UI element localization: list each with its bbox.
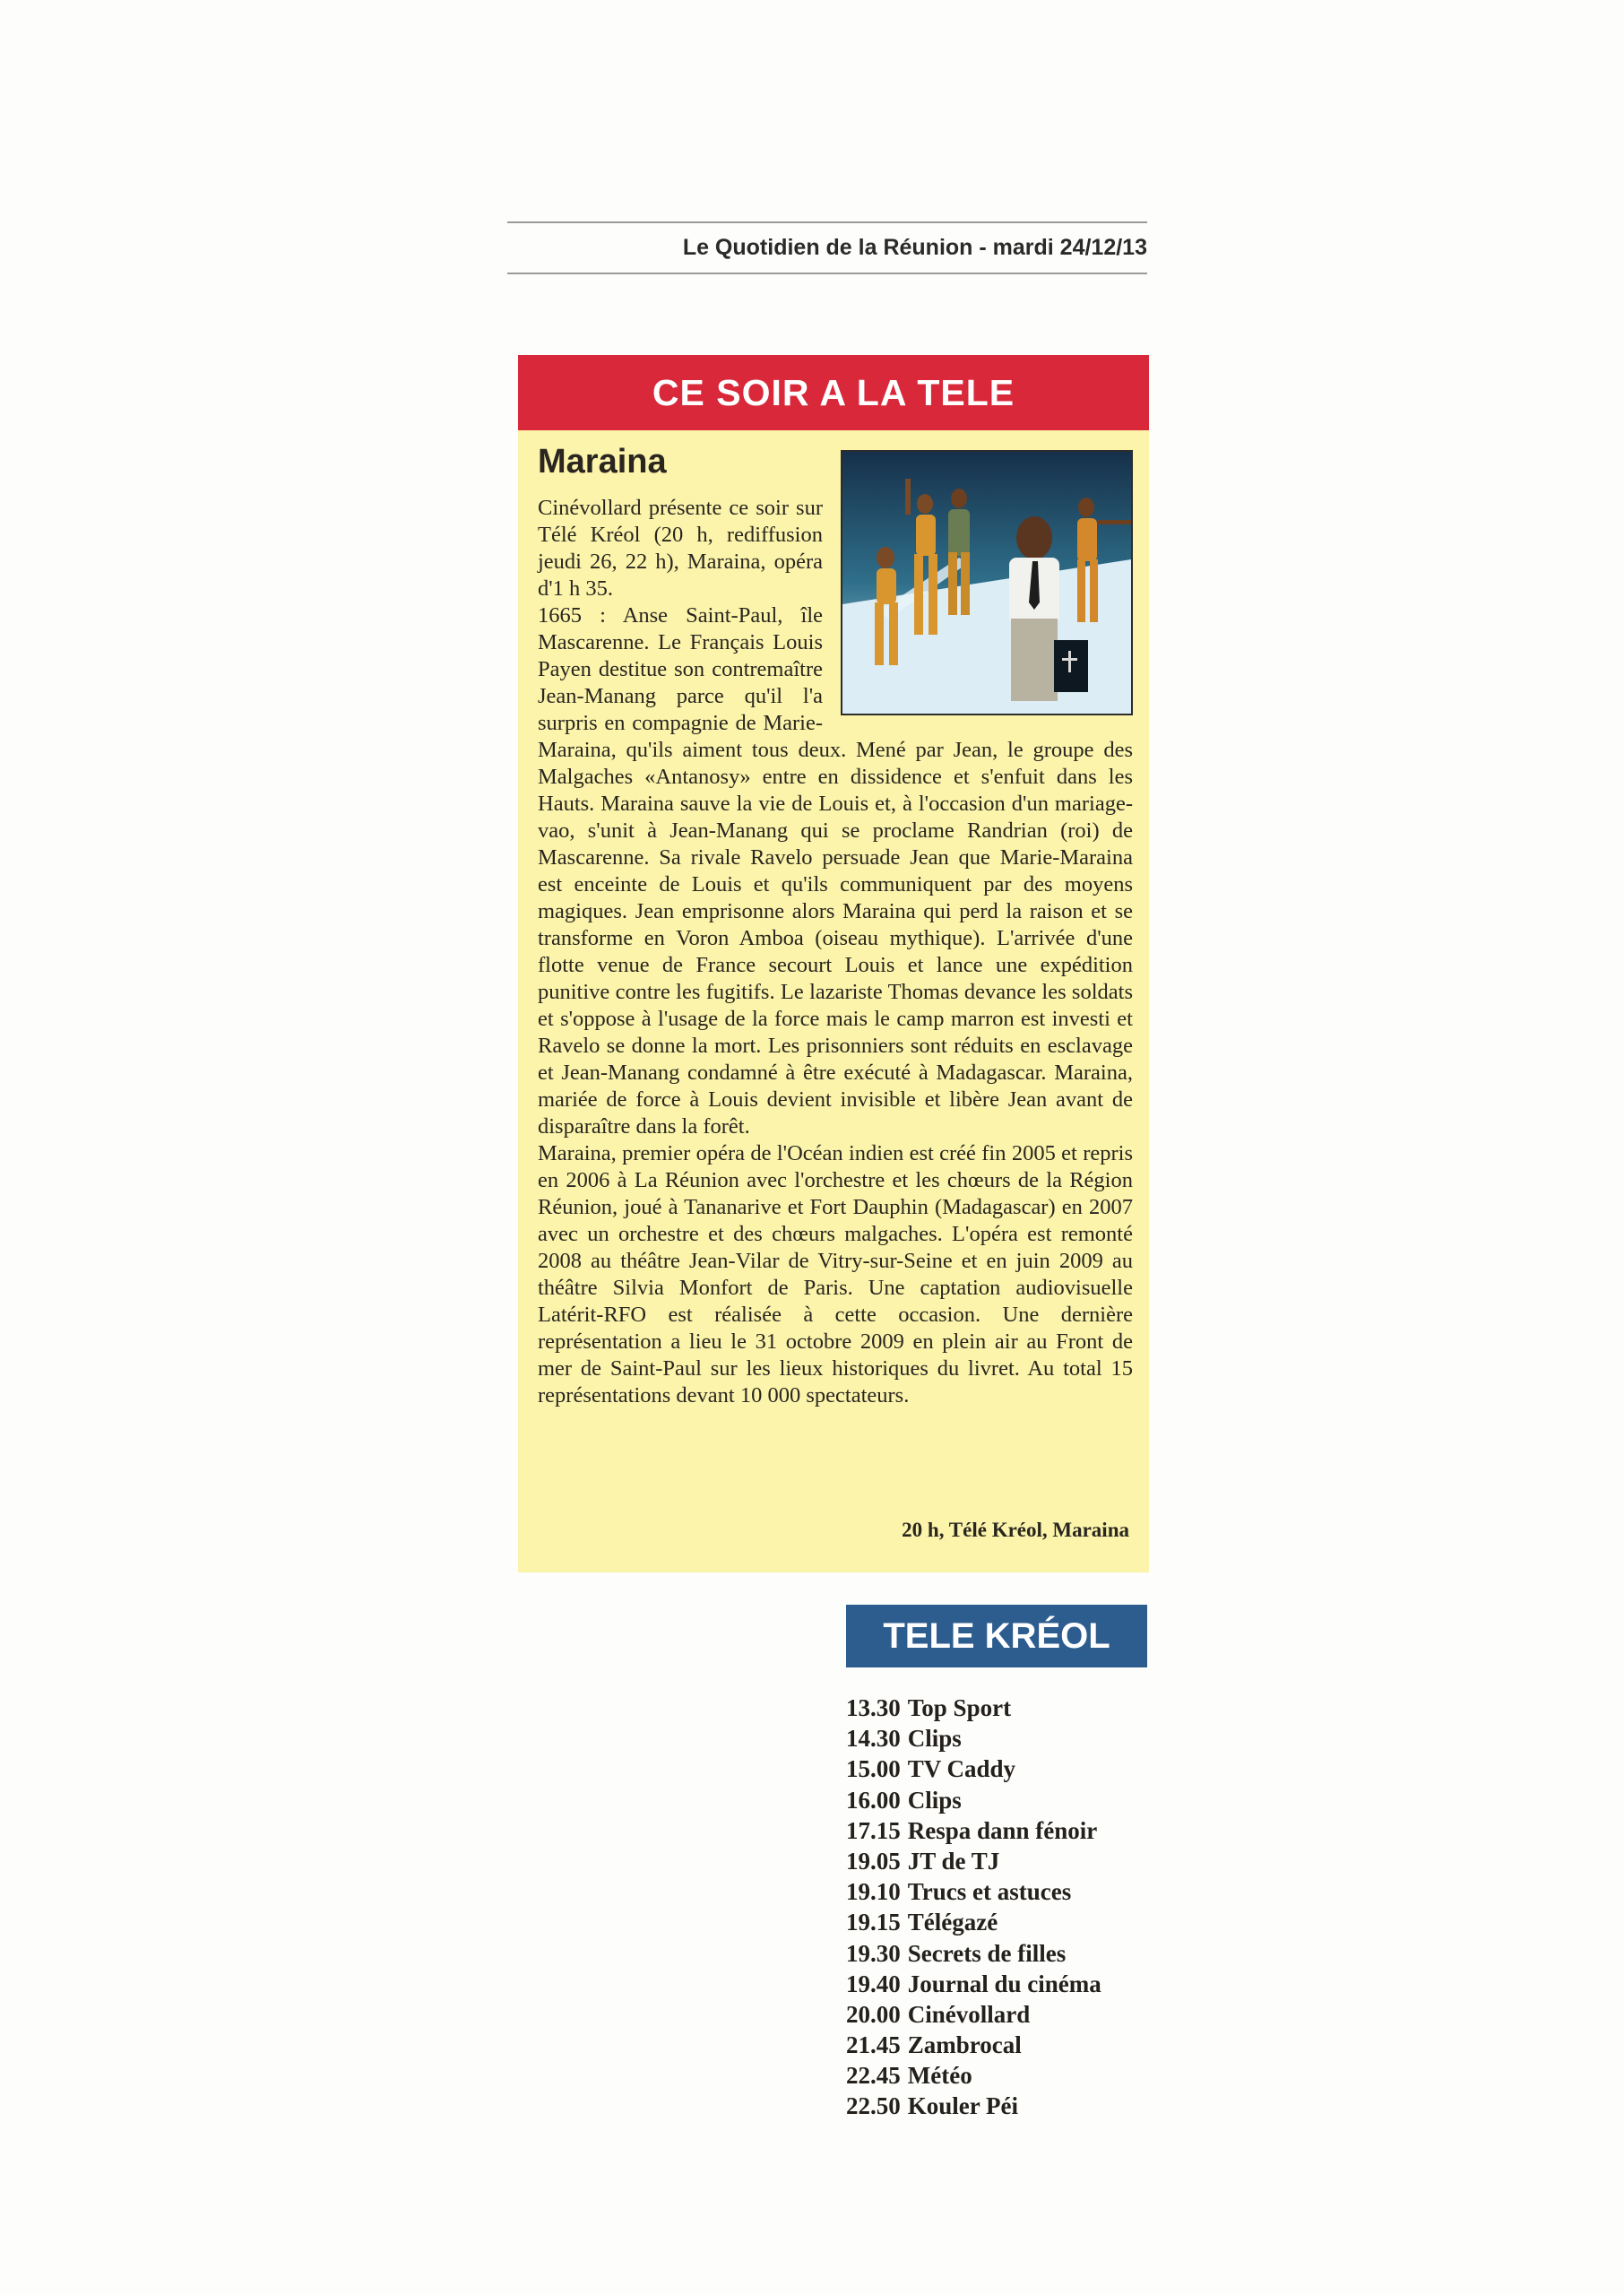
schedule-item xyxy=(846,1815,1101,1846)
channel-banner: TELE KRÉOL xyxy=(846,1605,1147,1667)
schedule-time: 22.50 xyxy=(846,2092,901,2120)
schedule-item xyxy=(846,2060,1101,2091)
article-paragraph: 1665 : Anse Saint-Paul, île Mascarenne. Le Français Louis Payen destitue son contremaître Jean-Manang parce qu'il l'a surpris en compagnie de Marie-Maraina, qu'ils aiment tous deux. Mené par Jean, le groupe des Malgaches «Antanosy» entre en dissidence et s'enfuit dans les Hauts. Maraina sauve la vie de Louis et, à l'occasion d'un mariage-vao, s'unit à Jean-Manang qui se proclame Randrian (roi) de Mascarenne. Sa rivale Ravelo persuade Jean que Marie-Maraina est enceinte de Louis et qu'ils communiquent par des moyens magiques. Jean emprisonne alors Maraina qui perd la raison et se transforme en Voron Amboa (oiseau mythique). L'arrivée d'une flotte venue de France secourt Louis et lance une expédition punitive contre les fugitifs. Le lazariste Thomas devance les soldats et s'oppose à l'usage de la force mais le camp marron est investi et Ravelo se donne la mort. Les prisonniers sont réduits en esclavage et Jean-Manang condamné à être exécuté à Madagascar. Maraina, mariée de force à Louis devient invisible et libère Jean avant de disparaître dans la forêt. xyxy=(538,603,1133,1139)
schedule-title: Top Sport xyxy=(907,1694,1012,1721)
schedule-time: 14.30 xyxy=(846,1725,901,1753)
schedule-time: 21.45 xyxy=(846,2031,901,2059)
schedule-title: Clips xyxy=(907,1786,962,1814)
schedule-title: Cinévollard xyxy=(907,2000,1031,2028)
schedule-item xyxy=(846,1938,1101,1969)
schedule-time: 19.40 xyxy=(846,1970,901,1997)
schedule-title: Kouler Péi xyxy=(907,2092,1018,2120)
schedule-time: 22.45 xyxy=(846,2062,901,2090)
schedule-item xyxy=(846,1846,1101,1876)
schedule-title: JT de TJ xyxy=(907,1847,1000,1875)
schedule-item xyxy=(846,1693,1101,1723)
article-body xyxy=(538,495,1133,1409)
schedule-item xyxy=(846,1754,1101,1784)
schedule-time: 15.00 xyxy=(846,1755,901,1783)
schedule-time: 13.30 xyxy=(846,1694,901,1721)
schedule-item xyxy=(846,1785,1101,1815)
schedule-item xyxy=(846,1969,1101,1999)
schedule-title: Clips xyxy=(907,1725,962,1753)
schedule-item xyxy=(846,1999,1101,2030)
section-banner: CE SOIR A LA TELE xyxy=(518,355,1149,430)
schedule-title: Trucs et astuces xyxy=(907,1878,1072,1906)
schedule-title: Journal du cinéma xyxy=(907,1970,1101,1997)
schedule-title: TV Caddy xyxy=(907,1755,1016,1783)
schedule-item xyxy=(846,1907,1101,1937)
schedule-time: 19.15 xyxy=(846,1909,901,1936)
schedule-title: Respa dann fénoir xyxy=(907,1816,1098,1844)
schedule-title: Télégazé xyxy=(907,1909,998,1936)
schedule-item xyxy=(846,1723,1101,1754)
schedule-title: Secrets de filles xyxy=(907,1939,1067,1967)
photo-wrap-spacer xyxy=(823,495,1133,721)
tv-schedule xyxy=(846,1693,1101,2122)
header-rule-bottom xyxy=(507,273,1147,274)
article-paragraph: Cinévollard présente ce soir sur Télé Kréol (20 h, rediffusion jeudi 26, 22 h), Maraina, opéra d'1 h 35. xyxy=(538,496,823,601)
article-credit: 20 h, Télé Kréol, Maraina xyxy=(902,1519,1129,1541)
schedule-title: Zambrocal xyxy=(907,2031,1022,2059)
header-rule-top xyxy=(507,221,1147,223)
schedule-item xyxy=(846,2030,1101,2060)
schedule-time: 19.30 xyxy=(846,1939,901,1967)
schedule-time: 17.15 xyxy=(846,1816,901,1844)
article-paragraph: Maraina, premier opéra de l'Océan indien est créé fin 2005 et repris en 2006 à La Réunion avec l'orchestre et les chœurs de la Région Réunion, joué à Tananarive et Fort Dauphin (Madagascar) en 2007 avec un orchestre et des chœurs malgaches. L'opéra est remonté 2008 au théâtre Jean-Vilar de Vitry-sur-Seine et en juin 2009 au théâtre Silvia Monfort de Paris. Une captation audiovisuelle Latérit-RFO est réalisée à cette occasion. Une dernière représentation a lieu le 31 octobre 2009 en plein air au Front de mer de Saint-Paul sur les lieux historiques du livret. Au total 15 représentations devant 10 000 spectateurs. xyxy=(538,1141,1133,1407)
schedule-time: 20.00 xyxy=(846,2000,901,2028)
schedule-title: Météo xyxy=(907,2062,972,2090)
tv-tonight-article xyxy=(518,355,1149,1572)
dateline: Le Quotidien de la Réunion - mardi 24/12/13 xyxy=(682,235,1147,260)
schedule-time: 19.10 xyxy=(846,1878,901,1906)
schedule-item xyxy=(846,1876,1101,1907)
schedule-time: 19.05 xyxy=(846,1847,901,1875)
schedule-time: 16.00 xyxy=(846,1786,901,1814)
schedule-item xyxy=(846,2091,1101,2121)
article-title: Maraina xyxy=(538,443,667,481)
